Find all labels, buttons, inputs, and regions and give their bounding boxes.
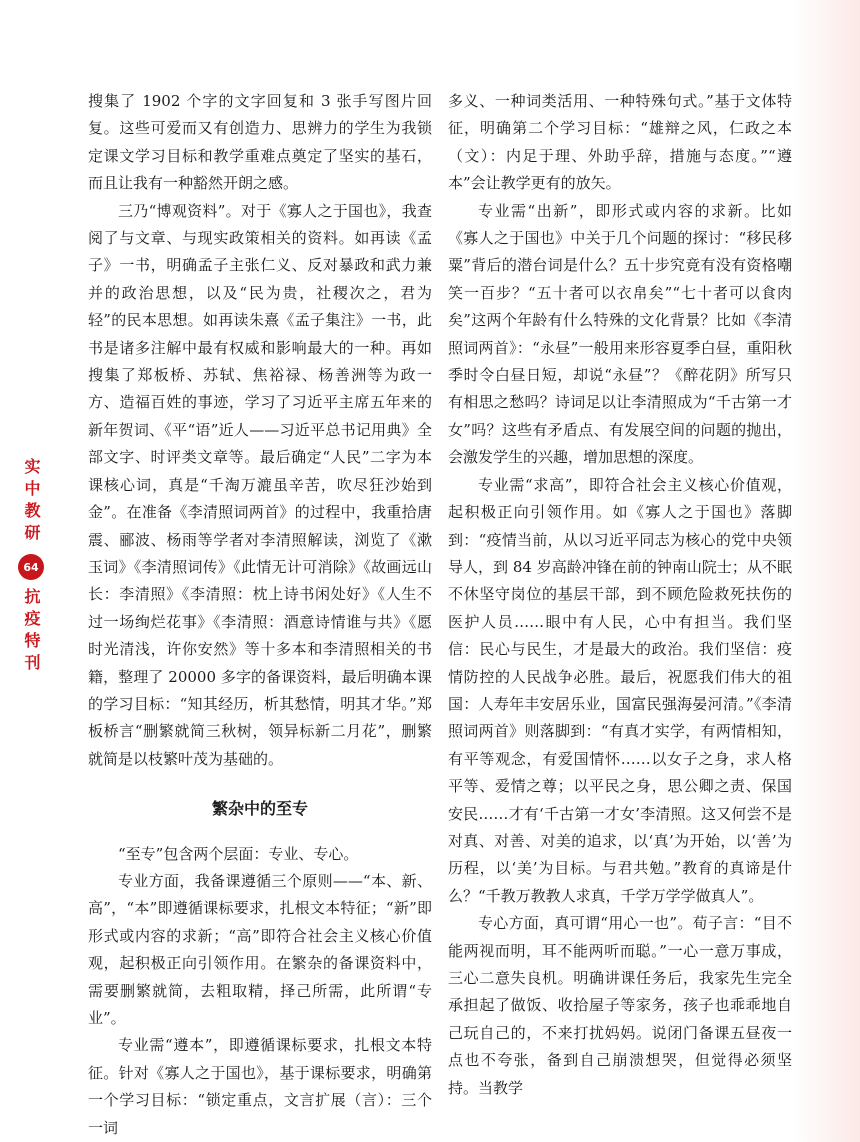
paragraph: 专业需“求高”，即符合社会主义核心价值观，起积极正向引领作用。如《寡人之于国也》落脚到：“疫情当前，从以习近平同志为核心的党中央领导人，到 84 岁高龄冲锋在前的钟南山院士；从不眠不休坚守岗位的基层干部，到不顾危险救死扶伤的医护人员……眼中有人民，心中有担当。我们坚信：民心与民生，才是最大的政治。我们坚信：疫情防控的人民战争必胜。最后，祝愿我们伟大的祖国：人寿年丰安居乐业，国富民强海晏河清。”《李清照词两首》则落脚到：“有真才实学，有两情相知，有平等观念，有爱国情怀……以女子之身，求人格平等、爱情之尊；以平民之身，思公卿之责、保国安民……才有‘千古第一才女’李清照。这又何尝不是对真、对善、对美的追求，以‘真’为开始，以‘善’为历程，以‘美’为目标。与君共勉。”教育的真谛是什么？“千教万教教人求真，千学万学学做真人”。 — [448, 475, 792, 905]
left-column — [88, 88, 432, 1142]
paragraph: “至专”包含两个层面：专业、专心。 — [118, 844, 359, 863]
right-column — [448, 88, 792, 1102]
paragraph: 多义、一种词类活用、一种特殊句式。”基于文体特征，明确第二个学习目标：“雄辩之风，仁政之本（文）：内足于理、外助乎辞，措施与态度。”“遵本”会让教学更有的放矢。 — [448, 92, 792, 193]
paragraph: 专业需“出新”，即形式或内容的求新。比如《寡人之于国也》中关于几个问题的探讨：“移民移粟”背后的潜台词是什么？五十步究竟有没有资格嘲笑一百步？“五十者可以衣帛矣”“七十者可以食肉矣”这两个年龄有什么特殊的文化背景？比如《李清照词两首》：“永昼”一般用来形容夏季白昼，重阳秋季时令白昼日短，却说“永昼”？《醉花阴》所写只有相思之愁吗？诗词足以让李清照成为“千古第一才女”吗？这些有矛盾点、有发展空间的问题的抛出，会激发学生的兴趣，增加思想的深度。 — [448, 201, 792, 467]
paragraph: 专心方面，真可谓“用心一也”。荀子言：“目不能两视而明，耳不能两听而聪。”一心一意万事成，三心二意失良机。明确讲课任务后，我家先生完全承担起了做饭、收拾屋子等家务，孩子也乖乖地自己玩自己的，不来打扰妈妈。说闭门备课五昼夜一点也不夸张，备到自己崩溃想哭，但觉得必须坚持。当教学 — [448, 914, 792, 1097]
sidebar — [14, 458, 48, 676]
paragraph: 专业需“遵本”，即遵循课标要求，扎根文本特征。针对《寡人之于国也》，基于课标要求，明确第一个学习目标：“锁定重点，文言扩展（言）：三个一词 — [88, 1036, 432, 1137]
paragraph: 专业方面，我备课遵循三个原则——“本、新、高”，“本”即遵循课标要求，扎根文本特征；“新”即形式或内容的求新；“高”即符合社会主义核心价值观，起积极正向引领作用。在繁杂的备课资料中，需要删繁就简，去粗取精，择己所需，此所谓“专业”。 — [88, 871, 432, 1027]
paragraph: 三乃“博观资料”。对于《寡人之于国也》，我查阅了与文章、与现实政策相关的资料。如再读《孟子》一书，明确孟子主张仁义、反对暴政和武力兼并的政治思想，以及“民为贵，社稷次之，君为轻”的民本思想。如再读朱熹《孟子集注》一书，此书是诸多注解中最有权威和影响最大的一种。再如搜集了郑板桥、苏轼、焦裕禄、杨善洲等为政一方、造福百姓的事迹，学习了习近平主席五年来的新年贺词、《平“语”近人——习近平总书记用典》全部文字、时评类文章等。最后确定“人民”二字为本课核心词，真是“千淘万漉虽辛苦，吹尽狂沙始到金”。在准备《李清照词两首》的过程中，我重拾唐震、郦波、杨雨等学者对李清照解读，浏览了《漱玉词》《李清照词传》《此情无计可消除》《故画远山长：李清照》《李清照：枕上诗书闲处好》《人生不过一场绚烂花事》《李清照：酒意诗情谁与共》《愿时光清浅，许你安然》等十多本和李清照相关的书籍，整理了 20000 多字的备课资料，最后明确本课的学习目标：“知其经历，析其愁情，明其才华。”郑板桥言“删繁就简三秋树，领异标新二月花”，删繁就简是以枝繁叶茂为基础的。 — [88, 201, 432, 768]
paragraph: 搜集了 1902 个字的文字回复和 3 张手写图片回复。这些可爱而又有创造力、思辨力的学生为我锁定课文学习目标和教学重难点奠定了坚实的基石，而且让我有一种豁然开朗之感。 — [88, 92, 432, 193]
page-number-badge: 64 — [18, 554, 44, 580]
section-heading: 繁杂中的至专 — [211, 799, 308, 819]
section-name: 抗疫特刊 — [22, 588, 41, 676]
magazine-name: 实中教研 — [22, 458, 41, 546]
